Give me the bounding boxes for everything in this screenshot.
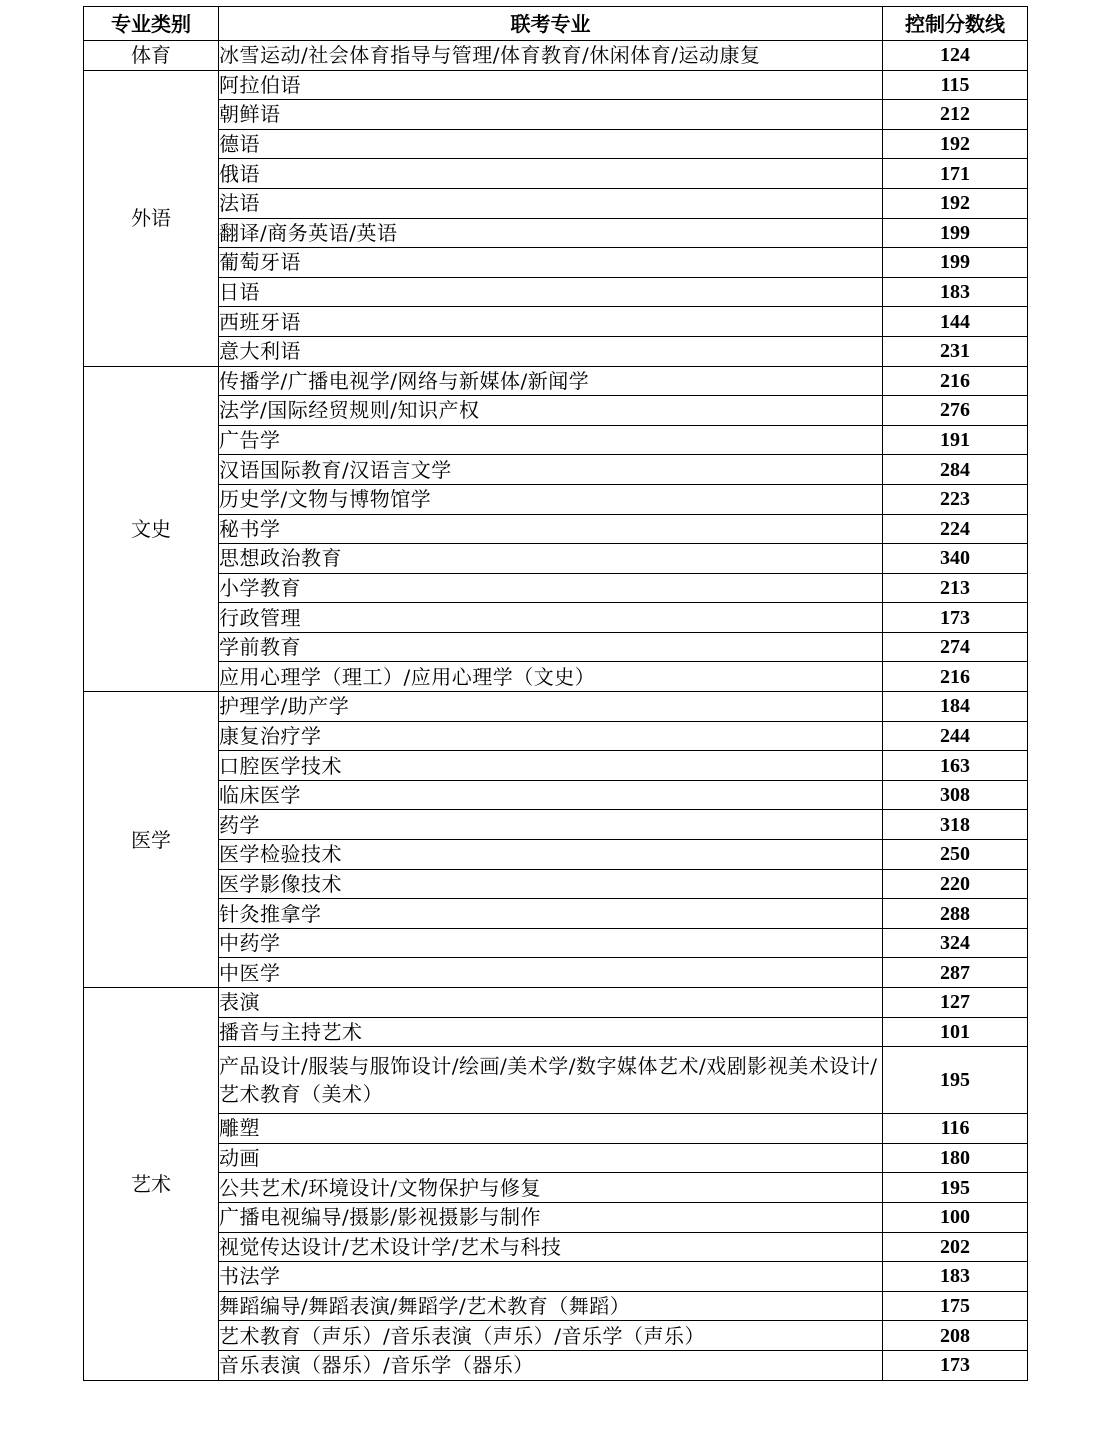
major-cell: 广告学 <box>219 425 883 455</box>
major-cell: 翻译/商务英语/英语 <box>219 218 883 248</box>
score-cell: 115 <box>883 70 1028 100</box>
table-row <box>84 1291 1028 1321</box>
table-row <box>84 1114 1028 1144</box>
table-row <box>84 692 1028 722</box>
table-row <box>84 721 1028 751</box>
major-cell: 阿拉伯语 <box>219 70 883 100</box>
table-row <box>84 100 1028 130</box>
score-cell: 288 <box>883 899 1028 929</box>
score-cell: 212 <box>883 100 1028 130</box>
major-cell: 法学/国际经贸规则/知识产权 <box>219 396 883 426</box>
category-cell: 文史 <box>84 366 219 692</box>
major-cell: 动画 <box>219 1143 883 1173</box>
score-cell: 213 <box>883 573 1028 603</box>
table-row <box>84 751 1028 781</box>
major-cell: 雕塑 <box>219 1114 883 1144</box>
score-cell: 100 <box>883 1202 1028 1232</box>
table-row <box>84 514 1028 544</box>
score-table <box>83 6 1028 1381</box>
score-cell: 144 <box>883 307 1028 337</box>
table-row <box>84 632 1028 662</box>
score-cell: 116 <box>883 1114 1028 1144</box>
table-row <box>84 899 1028 929</box>
major-cell: 朝鲜语 <box>219 100 883 130</box>
table-row <box>84 1350 1028 1380</box>
score-cell: 127 <box>883 988 1028 1018</box>
major-cell: 播音与主持艺术 <box>219 1017 883 1047</box>
score-cell: 184 <box>883 692 1028 722</box>
score-cell: 163 <box>883 751 1028 781</box>
header-row <box>84 7 1028 41</box>
major-cell: 秘书学 <box>219 514 883 544</box>
major-cell: 书法学 <box>219 1262 883 1292</box>
score-cell: 192 <box>883 188 1028 218</box>
score-cell: 220 <box>883 869 1028 899</box>
score-cell: 195 <box>883 1173 1028 1203</box>
table-row <box>84 455 1028 485</box>
score-cell: 171 <box>883 159 1028 189</box>
category-cell: 外语 <box>84 70 219 366</box>
table-body <box>84 41 1028 1381</box>
table-row <box>84 248 1028 278</box>
major-cell: 德语 <box>219 129 883 159</box>
table-row <box>84 366 1028 396</box>
major-cell: 药学 <box>219 810 883 840</box>
table-row <box>84 810 1028 840</box>
table-row <box>84 336 1028 366</box>
major-cell: 医学影像技术 <box>219 869 883 899</box>
score-cell: 340 <box>883 544 1028 574</box>
score-cell: 276 <box>883 396 1028 426</box>
table-row <box>84 425 1028 455</box>
major-cell: 冰雪运动/社会体育指导与管理/体育教育/休闲体育/运动康复 <box>219 41 883 71</box>
major-cell: 公共艺术/环境设计/文物保护与修复 <box>219 1173 883 1203</box>
score-cell: 183 <box>883 277 1028 307</box>
major-cell: 历史学/文物与博物馆学 <box>219 484 883 514</box>
major-cell: 康复治疗学 <box>219 721 883 751</box>
score-cell: 244 <box>883 721 1028 751</box>
table-row <box>84 159 1028 189</box>
major-cell: 学前教育 <box>219 632 883 662</box>
table-row <box>84 958 1028 988</box>
major-cell: 舞蹈编导/舞蹈表演/舞蹈学/艺术教育（舞蹈） <box>219 1291 883 1321</box>
score-cell: 199 <box>883 248 1028 278</box>
score-cell: 318 <box>883 810 1028 840</box>
table-row <box>84 70 1028 100</box>
score-cell: 224 <box>883 514 1028 544</box>
table-row <box>84 573 1028 603</box>
category-cell: 艺术 <box>84 988 219 1381</box>
major-cell: 西班牙语 <box>219 307 883 337</box>
table-row <box>84 1232 1028 1262</box>
major-cell: 护理学/助产学 <box>219 692 883 722</box>
table-row <box>84 988 1028 1018</box>
score-cell: 208 <box>883 1321 1028 1351</box>
major-cell: 应用心理学（理工）/应用心理学（文史） <box>219 662 883 692</box>
header-score: 控制分数线 <box>883 7 1028 41</box>
major-cell: 产品设计/服装与服饰设计/绘画/美术学/数字媒体艺术/戏剧影视美术设计/艺术教育（美术） <box>219 1047 883 1114</box>
table-row <box>84 869 1028 899</box>
score-cell: 101 <box>883 1017 1028 1047</box>
table-row <box>84 396 1028 426</box>
score-cell: 180 <box>883 1143 1028 1173</box>
major-cell: 中医学 <box>219 958 883 988</box>
major-cell: 针灸推拿学 <box>219 899 883 929</box>
major-cell: 小学教育 <box>219 573 883 603</box>
score-cell: 231 <box>883 336 1028 366</box>
table-row <box>84 1173 1028 1203</box>
major-cell: 俄语 <box>219 159 883 189</box>
table-row <box>84 307 1028 337</box>
major-cell: 葡萄牙语 <box>219 248 883 278</box>
major-cell: 中药学 <box>219 928 883 958</box>
table-row <box>84 780 1028 810</box>
score-cell: 173 <box>883 603 1028 633</box>
score-cell: 216 <box>883 662 1028 692</box>
score-cell: 173 <box>883 1350 1028 1380</box>
major-cell: 意大利语 <box>219 336 883 366</box>
table-row <box>84 1047 1028 1114</box>
score-cell: 124 <box>883 41 1028 71</box>
score-cell: 192 <box>883 129 1028 159</box>
table-row <box>84 1017 1028 1047</box>
major-cell: 广播电视编导/摄影/影视摄影与制作 <box>219 1202 883 1232</box>
score-cell: 287 <box>883 958 1028 988</box>
major-cell: 思想政治教育 <box>219 544 883 574</box>
score-cell: 202 <box>883 1232 1028 1262</box>
table-row <box>84 662 1028 692</box>
score-cell: 250 <box>883 840 1028 870</box>
table-row <box>84 188 1028 218</box>
table-row <box>84 41 1028 71</box>
category-cell: 医学 <box>84 692 219 988</box>
score-cell: 175 <box>883 1291 1028 1321</box>
table-row <box>84 129 1028 159</box>
major-cell: 汉语国际教育/汉语言文学 <box>219 455 883 485</box>
major-cell: 传播学/广播电视学/网络与新媒体/新闻学 <box>219 366 883 396</box>
score-cell: 274 <box>883 632 1028 662</box>
major-cell: 临床医学 <box>219 780 883 810</box>
table-row <box>84 1143 1028 1173</box>
score-cell: 191 <box>883 425 1028 455</box>
score-cell: 183 <box>883 1262 1028 1292</box>
table-row <box>84 218 1028 248</box>
score-cell: 195 <box>883 1047 1028 1114</box>
table-row <box>84 1262 1028 1292</box>
table-row <box>84 277 1028 307</box>
table-row <box>84 484 1028 514</box>
table-row <box>84 928 1028 958</box>
major-cell: 行政管理 <box>219 603 883 633</box>
major-cell: 日语 <box>219 277 883 307</box>
score-cell: 324 <box>883 928 1028 958</box>
score-cell: 216 <box>883 366 1028 396</box>
major-cell: 医学检验技术 <box>219 840 883 870</box>
score-cell: 284 <box>883 455 1028 485</box>
header-category: 专业类别 <box>84 7 219 41</box>
score-cell: 308 <box>883 780 1028 810</box>
score-cell: 223 <box>883 484 1028 514</box>
table-row <box>84 1202 1028 1232</box>
score-cell: 199 <box>883 218 1028 248</box>
major-cell: 艺术教育（声乐）/音乐表演（声乐）/音乐学（声乐） <box>219 1321 883 1351</box>
category-cell: 体育 <box>84 41 219 71</box>
table-row <box>84 544 1028 574</box>
table-row <box>84 1321 1028 1351</box>
table-row <box>84 603 1028 633</box>
major-cell: 法语 <box>219 188 883 218</box>
major-cell: 口腔医学技术 <box>219 751 883 781</box>
major-cell: 音乐表演（器乐）/音乐学（器乐） <box>219 1350 883 1380</box>
header-major: 联考专业 <box>219 7 883 41</box>
major-cell: 视觉传达设计/艺术设计学/艺术与科技 <box>219 1232 883 1262</box>
table-row <box>84 840 1028 870</box>
major-cell: 表演 <box>219 988 883 1018</box>
